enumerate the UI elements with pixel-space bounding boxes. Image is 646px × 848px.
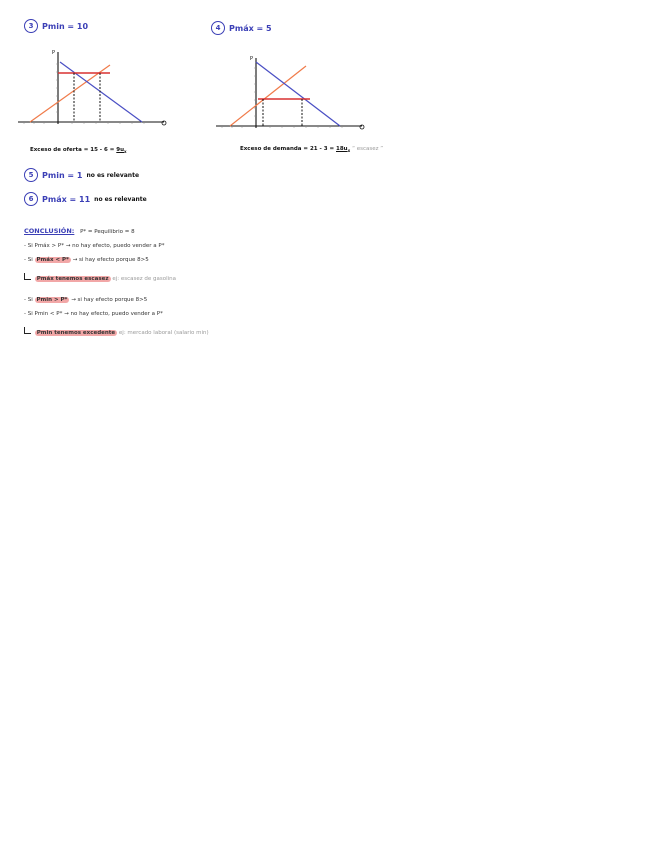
section-title: Pmin = 10 xyxy=(42,21,89,31)
caption-text: Exceso de oferta = 15 - 6 = xyxy=(30,147,115,153)
caption-subscript: x xyxy=(347,148,351,154)
corner-arrow-icon xyxy=(24,327,31,334)
highlight: Pmáx tenemos escasez xyxy=(36,276,109,282)
conclusion-line-1: - Si Pmáx > P* → no hay efecto, puedo vender a P* xyxy=(24,243,165,249)
graph2-caption xyxy=(240,146,383,153)
section-number-badge: 6 xyxy=(24,192,38,206)
caption-value: 18u xyxy=(336,146,348,152)
section-number-badge: 5 xyxy=(24,168,38,182)
section-number-badge: 4 xyxy=(211,21,225,35)
highlight: Pmin tenemos excedente xyxy=(36,330,116,336)
corner-arrow-icon xyxy=(24,273,31,280)
caption-text: Exceso de demanda = 21 - 3 = xyxy=(240,146,335,152)
section-6-header xyxy=(24,192,147,206)
conclusion-line-3 xyxy=(24,273,176,282)
graph-pmin-10 xyxy=(14,48,174,140)
section-note: no es relevante xyxy=(86,171,140,179)
conclusion-heading xyxy=(24,227,135,235)
line-text: → si hay efecto porque 8>5 xyxy=(71,297,148,303)
y-axis-label: P xyxy=(250,56,254,62)
section-number-badge: 3 xyxy=(24,19,38,33)
line-prefix: - Si xyxy=(24,297,33,303)
equilibrium-eq: P* = Pequilibrio = 8 xyxy=(80,229,135,235)
section-title: Pmáx = 11 xyxy=(42,194,91,204)
highlight: Pmin > P* xyxy=(36,297,68,303)
section-title: Pmáx = 5 xyxy=(229,23,272,33)
section-note: no es relevante xyxy=(94,195,147,203)
section-4-header xyxy=(211,21,272,35)
section-title: Pmin = 1 xyxy=(42,170,83,180)
line-prefix: - Si xyxy=(24,257,33,263)
caption-subscript: x xyxy=(124,149,127,155)
example-note: ej: mercado laboral (salario min) xyxy=(118,330,209,336)
caption-value: 9u xyxy=(116,147,125,153)
example-note: ej: escasez de gasolina xyxy=(112,276,176,282)
caption-note: “ escasez ” xyxy=(352,146,384,152)
highlight: Pmáx < P* xyxy=(36,257,69,263)
section-3-header xyxy=(24,19,88,33)
conclusion-title: CONCLUSIÓN: xyxy=(24,227,75,235)
conclusion-line-2 xyxy=(24,257,149,263)
conclusion-line-5: - Si Pmin < P* → no hay efecto, puedo vender a P* xyxy=(24,311,163,317)
conclusion-line-4 xyxy=(24,297,147,303)
supply-curve xyxy=(230,66,306,126)
section-5-header xyxy=(24,168,139,182)
graph-pmax-5 xyxy=(212,54,372,142)
conclusion-line-6 xyxy=(24,327,209,336)
y-axis-label: P xyxy=(52,50,56,56)
line-text: → si hay efecto porque 8>5 xyxy=(72,257,149,263)
graph1-caption xyxy=(30,147,127,154)
